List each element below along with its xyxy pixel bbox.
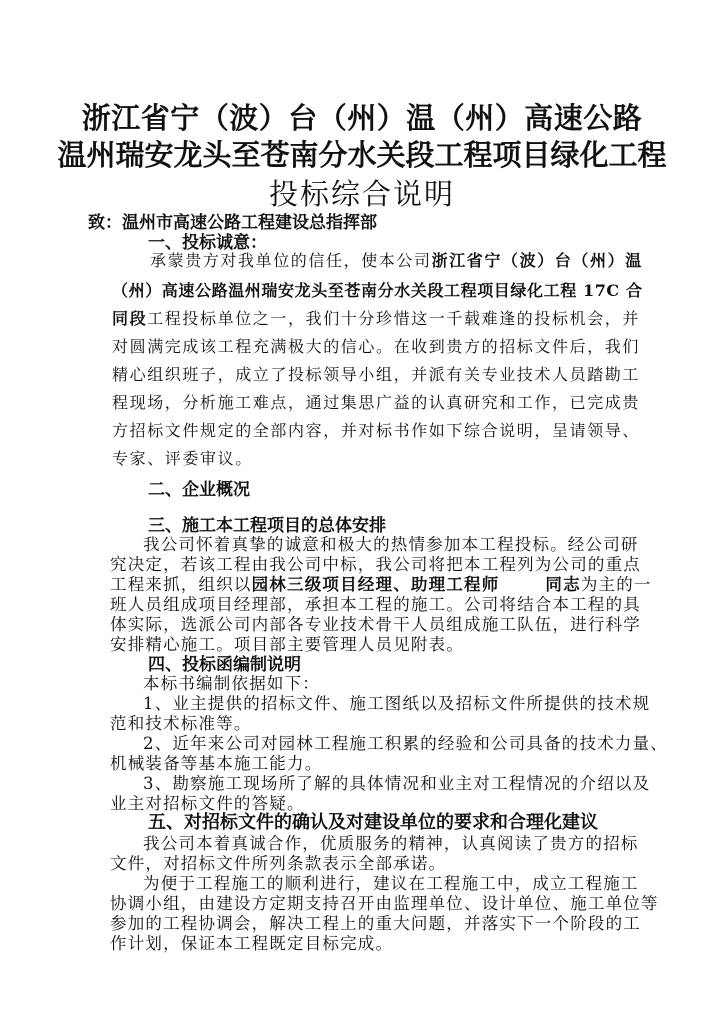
bold-run: 园林三级项目经理、助理工程师 (251, 575, 500, 594)
section-1-line-3 (112, 306, 640, 329)
text-run: 工程投标单位之一，我们十分珍惜这一千载难逢的投标机会，并 (147, 309, 641, 328)
text-run: 为主的一 (580, 575, 652, 594)
section-5-heading: 五、对招标文件的确认及对建设单位的要求和合理化建议 (148, 812, 598, 833)
section-1-line-8: 专家、评委审议。 (112, 449, 253, 468)
section-5-p2-c: 参加的工程协调会，解决工程上的重大问题，并落实下一个阶段的工 (110, 914, 641, 933)
section-4-heading: 四、投标函编制说明 (148, 655, 301, 675)
section-3-line-2: 究决定，若该工程由我公司中标，我公司将把本工程列为公司的重点 (110, 555, 641, 574)
section-1-line-7: 方招标文件规定的全部内容，并对标书作如下综合说明，呈请领导、 (112, 421, 641, 440)
text-run: 工程来抓，组织以 (110, 575, 252, 594)
section-1-line-6: 程现场，分析施工难点，通过集思广益的认真研究和工作，已完成贵 (112, 393, 641, 412)
section-3-line-1: 我公司怀着真挚的诚意和极大的热情参加本工程投标。经公司研 (143, 535, 639, 554)
bold-run: 同段 (112, 309, 148, 328)
section-1-line-1 (150, 248, 643, 271)
text-run: 承蒙贵方对我单位的信任，使本公司 (150, 251, 432, 270)
section-4-item-3a: 3、勘察施工现场所了解的具体情况和业主对工程情况的介绍以及 (143, 774, 651, 793)
section-1-line-5: 精心组织班子，成立了投标领导小组，并派有关专业技术人员踏勘工 (112, 365, 641, 384)
section-4-item-3b: 业主对招标文件的答疑。 (110, 794, 305, 813)
section-3-line-4: 班人员组成项目经理部，承担本工程的施工。公司将结合本工程的具 (110, 595, 641, 614)
section-3-heading: 三、施工本工程项目的总体安排 (148, 516, 386, 536)
section-5-p1-a: 我公司本着真诚合作，优质服务的精神，认真阅读了贵方的招标 (143, 834, 639, 853)
addressee: 致：温州市高速公路工程建设总指挥部 (88, 213, 377, 233)
section-1-line-4: 对圆满完成该工程充满极大的信心。在收到贵方的招标文件后，我们 (112, 337, 641, 356)
section-1-heading: 一、投标诚意： (148, 233, 267, 253)
section-4-intro: 本标书编制依据如下： (143, 674, 320, 693)
section-4-item-2b: 机械装备等基本施工能力。 (110, 754, 323, 773)
bold-run: 浙江省宁（波）台（州）温 (431, 251, 643, 270)
section-5-p2-b: 协调小组，由建设方定期支持召开由监理单位、设计单位、施工单位等 (110, 894, 659, 913)
section-5-p2-a: 为便于工程施工的顺利进行，建议在工程施工中，成立工程施工 (143, 874, 639, 893)
bold-run: 同志 (545, 575, 581, 594)
section-4-item-2a: 2、近年来公司对园林工程施工积累的经验和公司具备的技术力量、 (143, 734, 668, 753)
section-3-line-6: 安排精心施工。项目部主要管理人员见附表。 (110, 635, 464, 654)
section-4-item-1a: 1、业主提供的招标文件、施工图纸以及招标文件所提供的技术规 (143, 694, 651, 713)
section-1-line-2: （州）高速公路温州瑞安龙头至苍南分水关段工程项目绿化工程 17C 合 (112, 281, 643, 300)
title-line-2: 温州瑞安龙头至苍南分水关段工程项目绿化工程 (57, 138, 667, 172)
section-4-item-1b: 范和技术标准等。 (110, 714, 252, 733)
section-3-line-5: 体实际，选派公司内部各专业技术骨干人员组成施工队伍，进行科学 (110, 615, 641, 634)
title-line-1: 浙江省宁（波）台（州）温（州）高速公路 (81, 101, 643, 135)
section-5-p2-d: 作计划，保证本工程既定目标完成。 (110, 934, 394, 953)
section-5-p1-b: 文件，对招标文件所列条款表示全部承诺。 (110, 854, 447, 873)
section-2-heading: 二、企业概况 (148, 480, 250, 500)
title-line-3: 投标综合说明 (268, 177, 455, 211)
